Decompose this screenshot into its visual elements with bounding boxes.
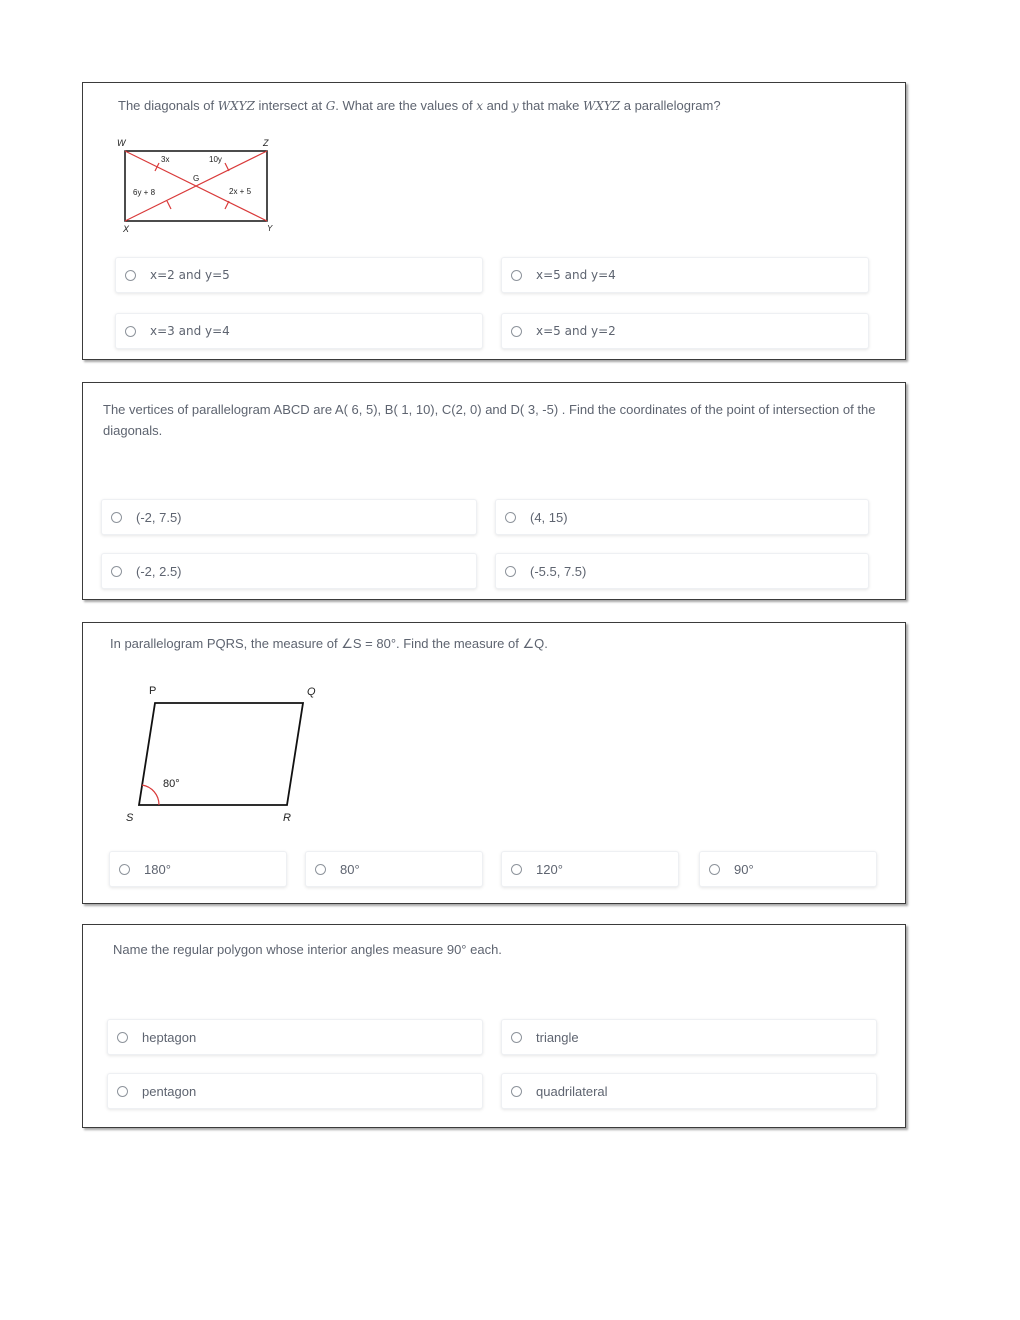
angle-label-s: 80° [163, 778, 180, 790]
answer-option-label: 80° [340, 861, 360, 877]
answer-option-label: quadrilateral [536, 1083, 608, 1099]
radio-button-icon[interactable] [125, 326, 136, 337]
question-card-3 [82, 622, 906, 904]
parallelogram-pqrs-figure [119, 681, 329, 829]
answer-option-label: 90° [734, 861, 754, 877]
answer-option[interactable] [699, 851, 877, 887]
radio-button-icon[interactable] [709, 864, 720, 875]
segment-label-10y: 10y [209, 155, 222, 164]
answer-option[interactable] [501, 1019, 877, 1055]
parallelogram-wxyz-figure [111, 135, 281, 235]
answer-option-label: 120° [536, 861, 563, 877]
answer-option-label: x=5 and y=4 [536, 268, 616, 282]
question-text: In parallelogram PQRS, the measure of ∠S = 80°. Find the measure of ∠Q. [110, 636, 548, 651]
radio-button-icon[interactable] [315, 864, 326, 875]
intersection-label-g: G [193, 174, 200, 183]
answer-option-label: (-5.5, 7.5) [530, 563, 587, 579]
radio-button-icon[interactable] [505, 512, 516, 523]
vertex-label-w: W [117, 138, 126, 148]
radio-button-icon[interactable] [117, 1032, 128, 1043]
radio-button-icon[interactable] [111, 566, 122, 577]
radio-button-icon[interactable] [505, 566, 516, 577]
segment-label-2x-plus-5: 2x + 5 [229, 187, 252, 196]
answer-option[interactable] [501, 851, 679, 887]
radio-button-icon[interactable] [511, 1086, 522, 1097]
radio-button-icon[interactable] [511, 270, 522, 281]
question-text: Name the regular polygon whose interior angles measure 90° each. [113, 942, 502, 957]
question-card-4 [82, 924, 906, 1128]
answer-option[interactable] [115, 257, 483, 293]
answer-option[interactable] [501, 313, 869, 349]
answer-option[interactable] [495, 553, 869, 589]
radio-button-icon[interactable] [119, 864, 130, 875]
answer-option[interactable] [501, 1073, 877, 1109]
answer-option[interactable] [115, 313, 483, 349]
answer-option[interactable] [101, 499, 477, 535]
vertex-label-y: Y [267, 224, 273, 233]
answer-option-label: x=3 and y=4 [150, 324, 230, 338]
question-text: The diagonals of WXYZ intersect at G. What are the values of x and y that make WXYZ a parallelogram? [118, 98, 721, 113]
answer-option[interactable] [495, 499, 869, 535]
answer-option-label: (4, 15) [530, 509, 568, 525]
vertex-label-p: P [149, 685, 157, 697]
radio-button-icon[interactable] [511, 1032, 522, 1043]
answer-option-label: x=2 and y=5 [150, 268, 230, 282]
answer-option-label: 180° [144, 861, 171, 877]
answer-option-label: heptagon [142, 1029, 197, 1045]
question-text: The vertices of parallelogram ABCD are A( 6, 5), B( 1, 10), C(2, 0) and D( 3, -5) . Find the coordinates of the point of intersection of the diagonals. [103, 402, 876, 438]
vertex-label-q: Q [307, 686, 316, 698]
question-card-1 [82, 82, 906, 360]
radio-button-icon[interactable] [511, 864, 522, 875]
answer-option[interactable] [107, 1019, 483, 1055]
radio-button-icon[interactable] [125, 270, 136, 281]
vertex-label-s: S [126, 812, 134, 824]
answer-option[interactable] [305, 851, 483, 887]
answer-option[interactable] [109, 851, 287, 887]
radio-button-icon[interactable] [111, 512, 122, 523]
question-card-2 [82, 382, 906, 600]
answer-option[interactable] [107, 1073, 483, 1109]
answer-option-label: pentagon [142, 1083, 197, 1099]
answer-option-label: (-2, 2.5) [136, 563, 182, 579]
radio-button-icon[interactable] [511, 326, 522, 337]
answer-option[interactable] [101, 553, 477, 589]
answer-option[interactable] [501, 257, 869, 293]
vertex-label-z: Z [263, 138, 269, 148]
answer-option-label: (-2, 7.5) [136, 509, 182, 525]
vertex-label-x: X [123, 224, 130, 234]
answer-option-label: triangle [536, 1029, 579, 1045]
segment-label-6y-plus-8: 6y + 8 [133, 188, 156, 197]
segment-label-3x: 3x [161, 155, 170, 164]
answer-option-label: x=5 and y=2 [536, 324, 616, 338]
radio-button-icon[interactable] [117, 1086, 128, 1097]
vertex-label-r: R [283, 812, 291, 824]
